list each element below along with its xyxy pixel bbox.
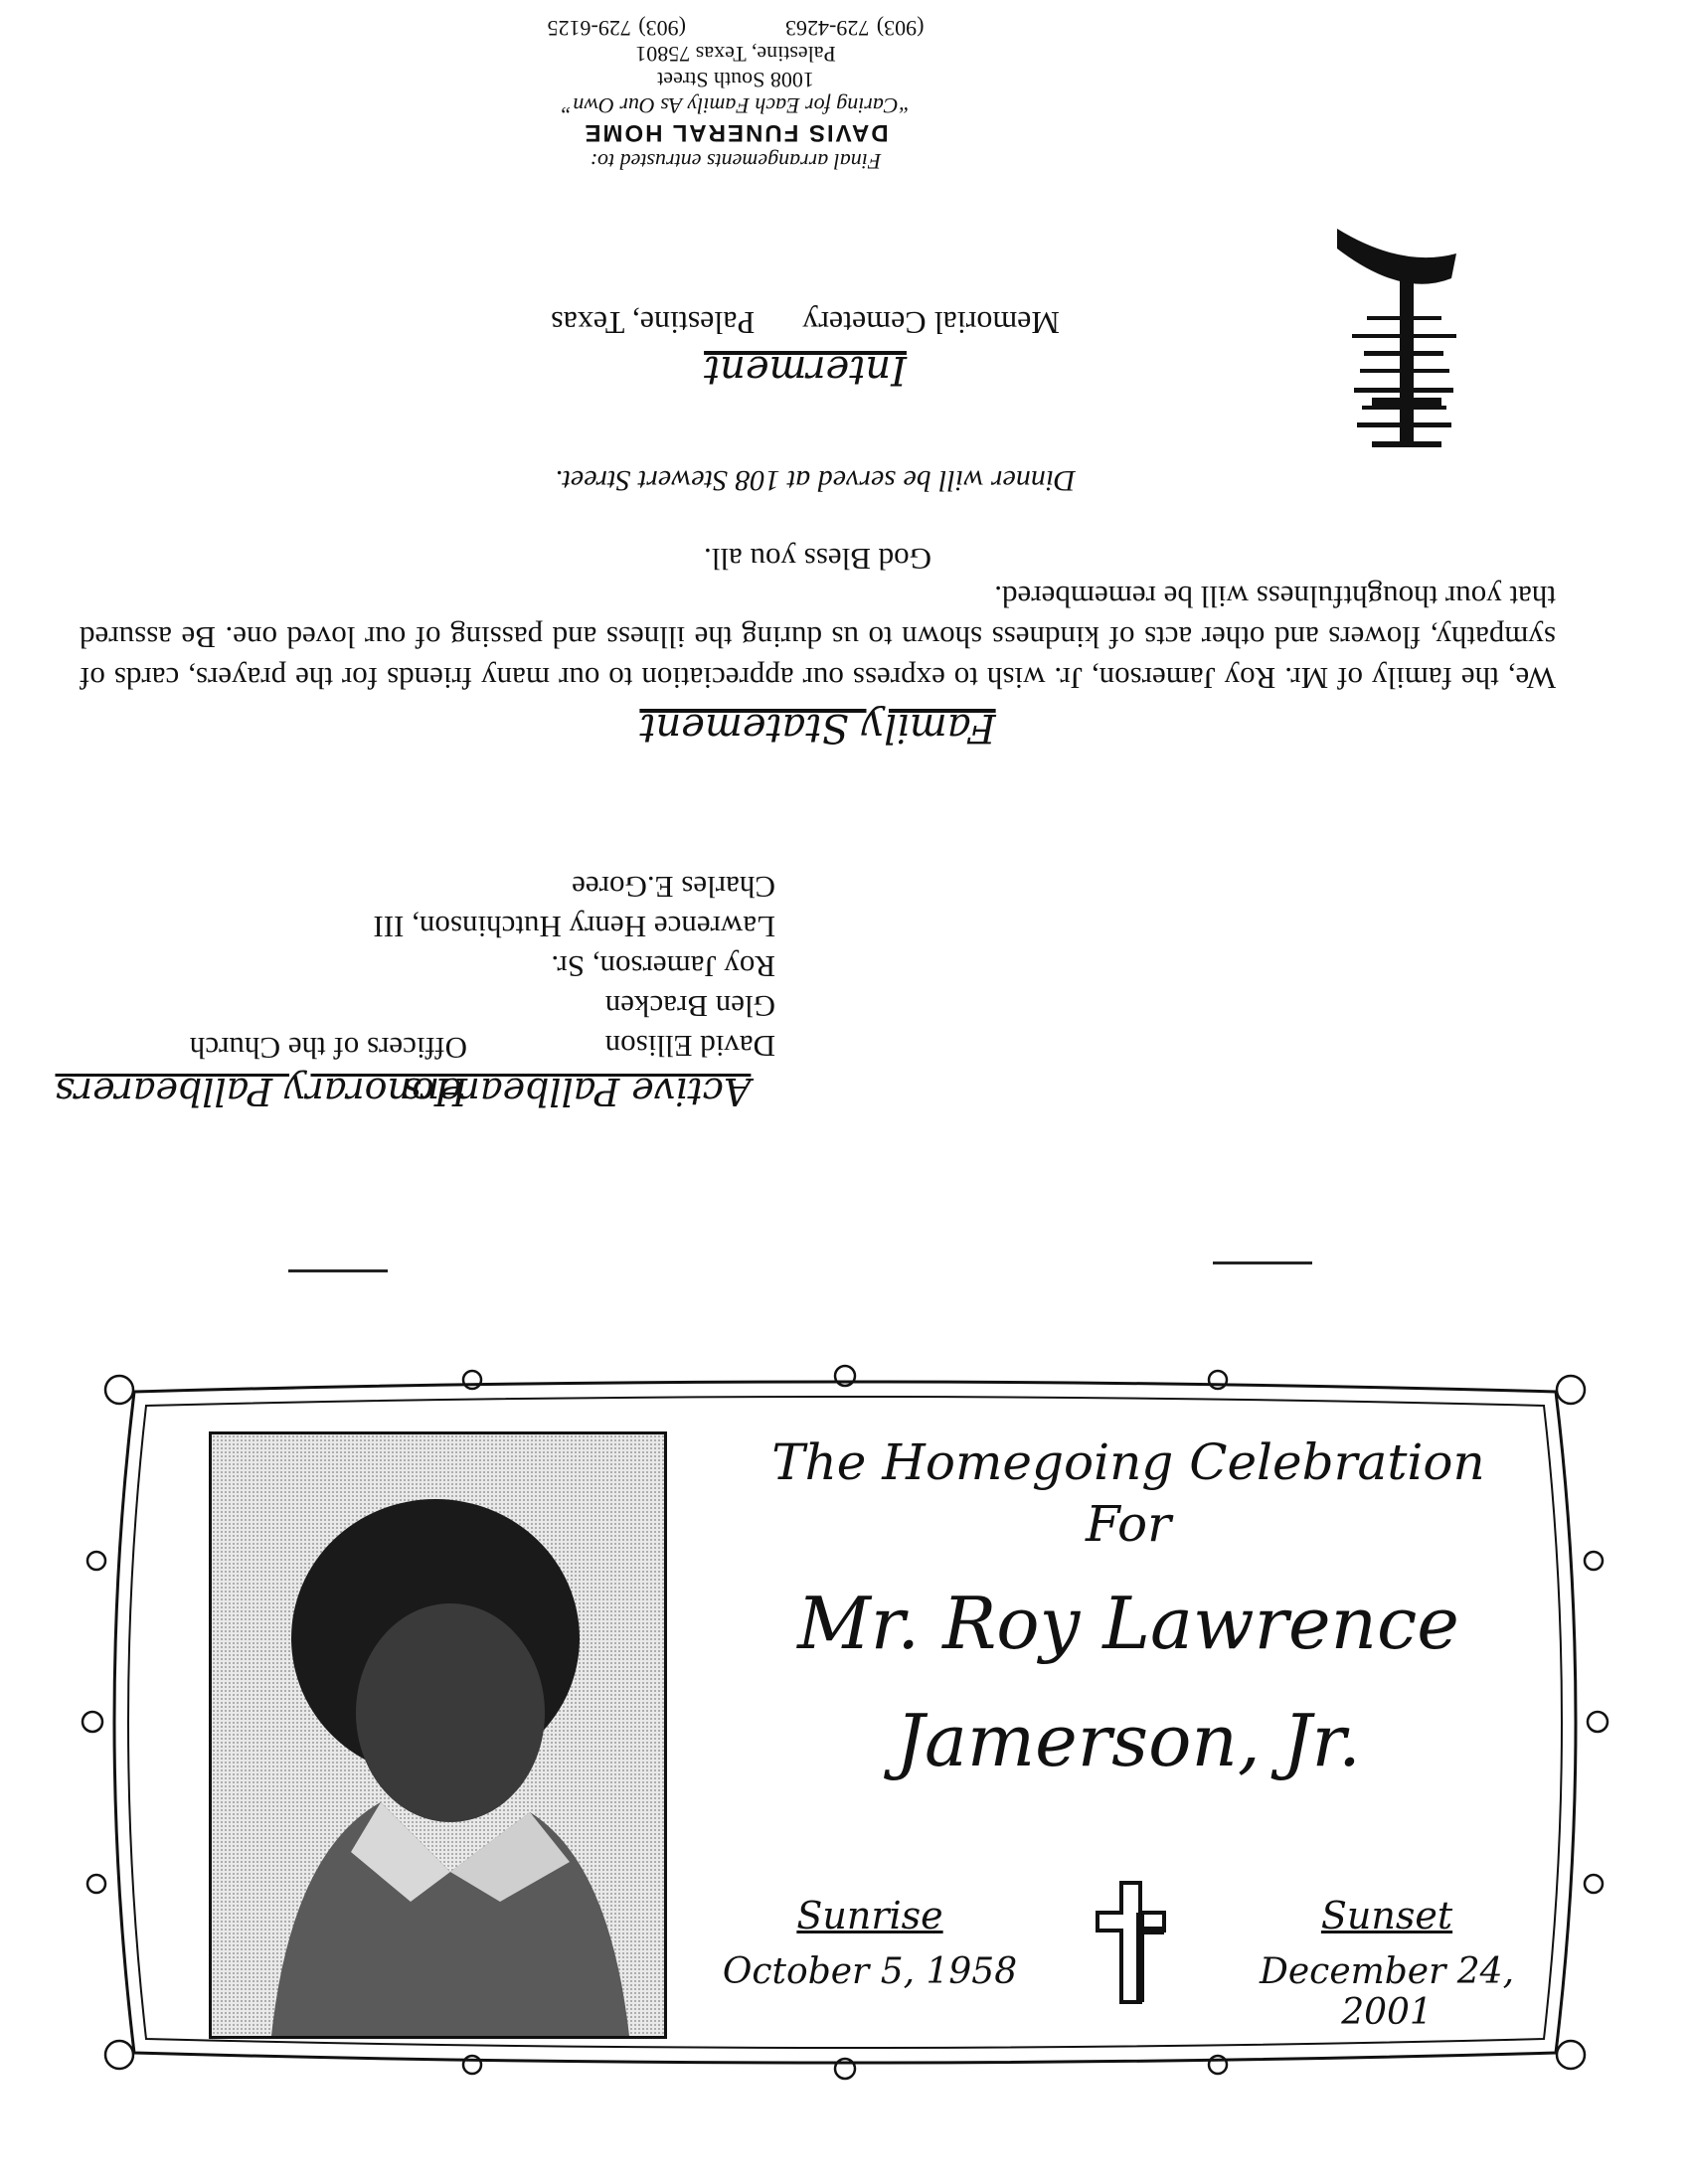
funeral-home-phone-2: (903) 729-6125 [547,16,686,41]
family-statement-section [80,541,1556,751]
interment-section [457,304,1153,393]
active-pallbearer-name: Charles E.Goree [572,870,775,905]
fold-mark [288,1269,388,1272]
cover-title-line-2: For [1086,1495,1171,1553]
family-statement-heading: Family Statement [639,705,996,751]
funeral-home-city: Palestine, Texas 75801 [635,42,836,67]
deceased-name-line-2: Jamerson, Jr. [896,1699,1361,1782]
cross-icon [1094,1879,1168,2008]
honorary-pallbearer-name: Officers of the Church [189,1031,467,1066]
interment-heading: Interment [704,347,907,393]
deceased-portrait-photo [209,1431,667,2039]
cover-title-line-1: The Homegoing Celebration [771,1433,1485,1491]
deceased-name [711,1565,1546,1799]
deceased-name-line-1: Mr. Roy Lawrence [797,1582,1459,1665]
funeral-home-name: DAVIS FUNERAL HOME [583,119,889,146]
funeral-home-block [338,15,1133,174]
sunset-date: December 24, 2001 [1259,1951,1515,2033]
funeral-home-street: 1008 South Street [657,68,814,92]
interment-cemetery: Memorial Cemetery [802,305,1060,341]
funeral-home-intro: Final arrangements entrusted to: [590,149,882,174]
cover-title [711,1431,1546,1555]
dinner-note: Dinner will be served at 108 Stewert Street. [555,464,1076,497]
sunset-block [1228,1894,1546,2033]
family-statement-closing: God Bless you all. [703,542,932,577]
sunrise-block [711,1894,1029,1992]
front-cover-panel [75,1362,1615,2083]
funeral-home-phone-1: (903) 729-4263 [785,16,925,41]
cover-title-block [711,1431,1546,1799]
active-pallbearer-name: David Ellison [604,1029,775,1064]
interment-place [457,304,1153,341]
funeral-home-phones [338,15,1133,41]
active-pallbearers-heading: Active Pallbearers [402,1070,752,1113]
funeral-home-logo-icon [1332,209,1461,467]
fold-mark [1213,1261,1312,1264]
active-pallbearers-section [80,867,775,1113]
portrait-image [212,1434,664,2036]
interment-city: Palestine, Texas [551,305,756,341]
sunrise-date: October 5, 1958 [722,1951,1018,1992]
active-pallbearer-name: Roy Jamerson, Sr. [551,949,775,984]
funeral-home-slogan: “Caring for Each Family As Our Own” [561,93,911,118]
family-statement-body: We, the family of Mr. Roy Jamerson, Jr. wish to express our appreciation to our many friends for the prayers, cards of sympathy, flowers and other acts of kindness shown to us during the illness and passing of our loved one. Be assured that your thoughtfulness will be remembered. [80,580,1556,696]
active-pallbearer-name: Lawrence Henry Hutchinson, III [373,910,775,944]
honorary-pallbearers-heading: Honorary Pallbearers [55,1070,467,1113]
dates-row [711,1879,1546,2058]
sunset-label: Sunset [1320,1894,1453,1937]
sunrise-label: Sunrise [796,1894,943,1937]
active-pallbearer-name: Glen Bracken [604,989,775,1024]
